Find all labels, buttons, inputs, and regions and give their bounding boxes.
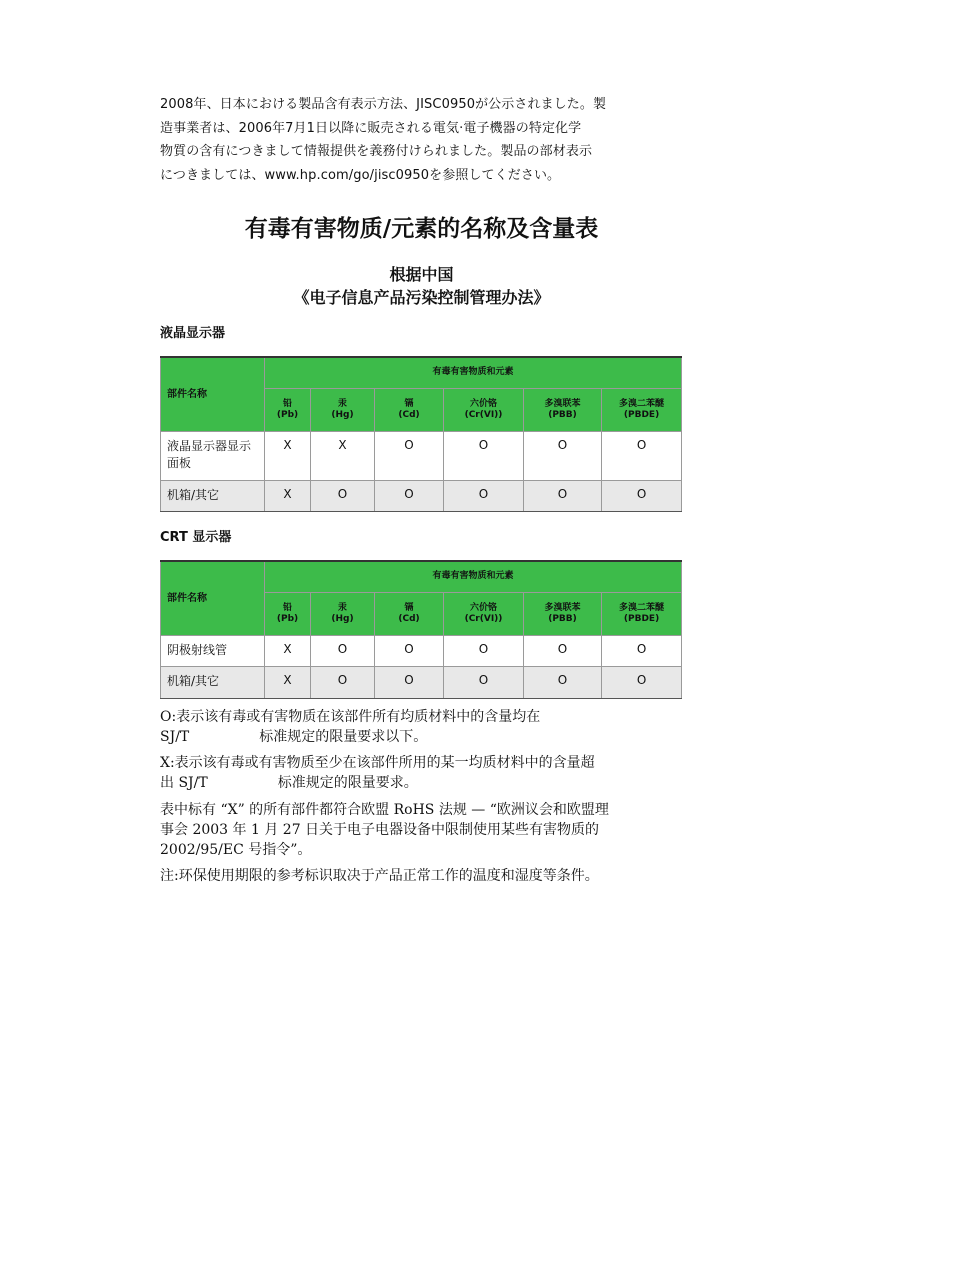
mark-cell: O — [375, 431, 444, 480]
mark-cell: O — [524, 666, 602, 698]
mark-cell: O — [524, 431, 602, 480]
column-header-chromium: 六价铬 (Cr(VI)) — [444, 388, 524, 431]
table-row — [161, 480, 682, 511]
column-header-pbb: 多溴联苯 (PBB) — [524, 592, 602, 635]
column-header-chromium: 六价铬 (Cr(VI)) — [444, 592, 524, 635]
document-title: 有毒有害物质/元素的名称及含量表 — [244, 216, 599, 242]
mark-cell: X — [265, 480, 311, 511]
lcd-substance-table — [160, 356, 682, 512]
mark-cell: O — [524, 480, 602, 511]
mark-cell: O — [602, 635, 682, 666]
intro-line: 造事業者は、2006年7月1日以降に販売される電気·電子機器の特定化学 — [160, 120, 582, 136]
mark-cell: X — [311, 431, 375, 480]
part-name-header: 部件名称 — [161, 561, 265, 635]
part-name: 机箱/其它 — [161, 480, 265, 511]
intro-paragraph — [160, 93, 630, 187]
mark-cell: X — [265, 431, 311, 480]
mark-cell: O — [375, 666, 444, 698]
intro-line: 2008年、日本における製品含有表示方法、JISC0950が公示されました。製 — [160, 97, 607, 112]
mark-cell: O — [602, 666, 682, 698]
note-environmental-period: 注:环保使用期限的参考标识取决于产品正常工作的温度和湿度等条件。 — [160, 868, 599, 884]
mark-cell: O — [375, 480, 444, 511]
substances-group-header: 有毒有害物质和元素 — [265, 357, 682, 388]
intro-line: 物質の含有につきまして情報提供を義務付けられました。製品の部材表示 — [160, 144, 593, 159]
mark-cell: X — [265, 635, 311, 666]
intro-line: につきましては、www.hp.com/go/jisc0950を参照してください。 — [160, 167, 561, 183]
mark-cell: O — [444, 635, 524, 666]
part-name: 阴极射线管 — [161, 635, 265, 666]
note-x-definition: X:表示该有毒或有害物质至少在该部件所用的某一均质材料中的含量超 出 SJ/T 标准规定的限量要求。 — [160, 755, 595, 791]
part-name: 液晶显示器显示面板 — [161, 431, 265, 480]
column-header-lead: 铅 (Pb) — [265, 592, 311, 635]
section-title-crt: CRT 显示器 — [160, 530, 232, 545]
part-name-header: 部件名称 — [161, 357, 265, 431]
mark-cell: O — [311, 666, 375, 698]
mark-cell: O — [311, 480, 375, 511]
table-row — [161, 431, 682, 480]
column-header-pbb: 多溴联苯 (PBB) — [524, 388, 602, 431]
column-header-cadmium: 镉 (Cd) — [375, 388, 444, 431]
table-row — [161, 666, 682, 698]
part-name: 机箱/其它 — [161, 666, 265, 698]
note-o-definition: O:表示该有毒或有害物质在该部件所有均质材料中的含量均在 SJ/T 标准规定的限量要求以下。 — [160, 709, 541, 745]
mark-cell: O — [444, 431, 524, 480]
table-row — [161, 635, 682, 666]
mark-cell: O — [444, 666, 524, 698]
column-header-pbde: 多溴二苯醚 (PBDE) — [602, 592, 682, 635]
mark-cell: O — [524, 635, 602, 666]
document-subtitle-regulation: 《电子信息产品污染控制管理办法》 — [293, 288, 550, 307]
note-rohs-compliance: 表中标有 “X” 的所有部件都符合欧盟 RoHS 法规 — “欧洲议会和欧盟理 事会 2003 年 1 月 27 日关于电子电器设备中限制使用某些有害物质的 2002/95/EC 号指令”。 — [160, 802, 609, 858]
document-subtitle: 根据中国 — [389, 265, 454, 284]
column-header-pbde: 多溴二苯醚 (PBDE) — [602, 388, 682, 431]
section-title-lcd: 液晶显示器 — [160, 326, 226, 341]
mark-cell: O — [444, 480, 524, 511]
column-header-lead: 铅 (Pb) — [265, 388, 311, 431]
substances-group-header: 有毒有害物质和元素 — [265, 561, 682, 592]
mark-cell: O — [311, 635, 375, 666]
column-header-cadmium: 镉 (Cd) — [375, 592, 444, 635]
mark-cell: O — [602, 480, 682, 511]
column-header-mercury: 汞 (Hg) — [311, 592, 375, 635]
column-header-mercury: 汞 (Hg) — [311, 388, 375, 431]
mark-cell: O — [602, 431, 682, 480]
crt-substance-table — [160, 560, 682, 699]
mark-cell: X — [265, 666, 311, 698]
mark-cell: O — [375, 635, 444, 666]
